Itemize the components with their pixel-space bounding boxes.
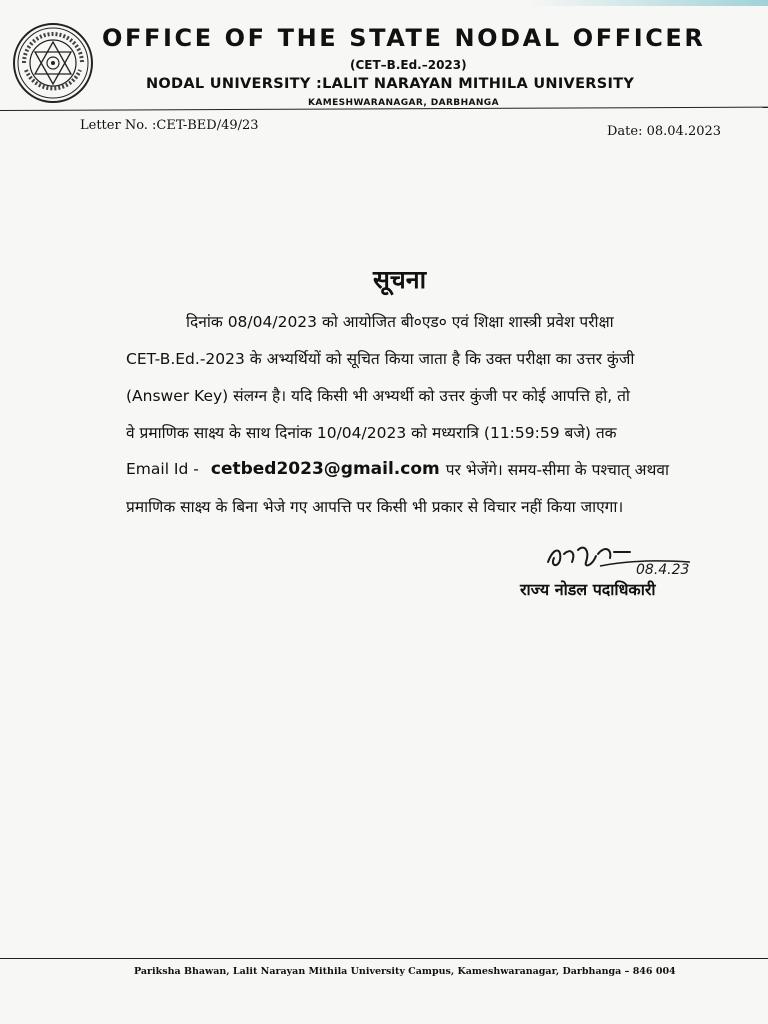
notice-line: दिनांक 08/04/2023 को आयोजित बी०एड० एवं शिक्षा शास्त्री प्रवेश परीक्षा xyxy=(186,313,614,331)
email-address: cetbed2023@gmail.com xyxy=(210,459,440,479)
exam-subtitle: (CET–B.Ed.–2023) xyxy=(350,58,467,72)
letter-number: Letter No. :CET-BED/49/23 xyxy=(80,118,259,133)
notice-line: वे प्रमाणिक साक्ष्य के साथ दिनांक 10/04/2023 को मध्यरात्रि (11:59:59 बजे) तक xyxy=(126,424,617,442)
notice-line: CET-B.Ed.-2023 के अभ्यर्थियों को सूचित किया जाता है कि उक्त परीक्षा का उत्तर कुंजी xyxy=(126,350,635,368)
notice-email-line xyxy=(126,454,740,484)
office-address: KAMESHWARANAGAR, DARBHANGA xyxy=(308,98,499,108)
office-title: OFFICE OF THE STATE NODAL OFFICER xyxy=(102,24,706,52)
notice-line: प्रमाणिक साक्ष्य के बिना भेजे गए आपत्ति पर किसी भी प्रकार से विचार नहीं किया जाएगा। xyxy=(126,498,624,516)
svg-text:08.4.23: 08.4.23 xyxy=(636,562,690,578)
footer-address: Pariksha Bhawan, Lalit Narayan Mithila University Campus, Kameshwaranagar, Darbhanga – 846 004 xyxy=(134,966,676,977)
footer-divider xyxy=(0,958,768,959)
notice-heading: सूचना xyxy=(373,265,427,294)
letter-date: Date: 08.04.2023 xyxy=(607,124,722,139)
scan-edge-strip xyxy=(530,0,768,6)
notice-line: (Answer Key) संलग्न है। यदि किसी भी अभ्यर्थी को उत्तर कुंजी पर कोई आपत्ति हो, तो xyxy=(126,387,630,405)
signatory-designation: राज्य नोडल पदाधिकारी xyxy=(520,580,656,599)
university-name: NODAL UNIVERSITY :LALIT NARAYAN MITHILA UNIVERSITY xyxy=(146,76,635,92)
email-suffix: पर भेजेंगे। समय-सीमा के पश्चात् अथवा xyxy=(445,461,669,479)
email-prefix: Email Id - xyxy=(126,460,199,478)
university-seal-icon xyxy=(12,22,94,104)
